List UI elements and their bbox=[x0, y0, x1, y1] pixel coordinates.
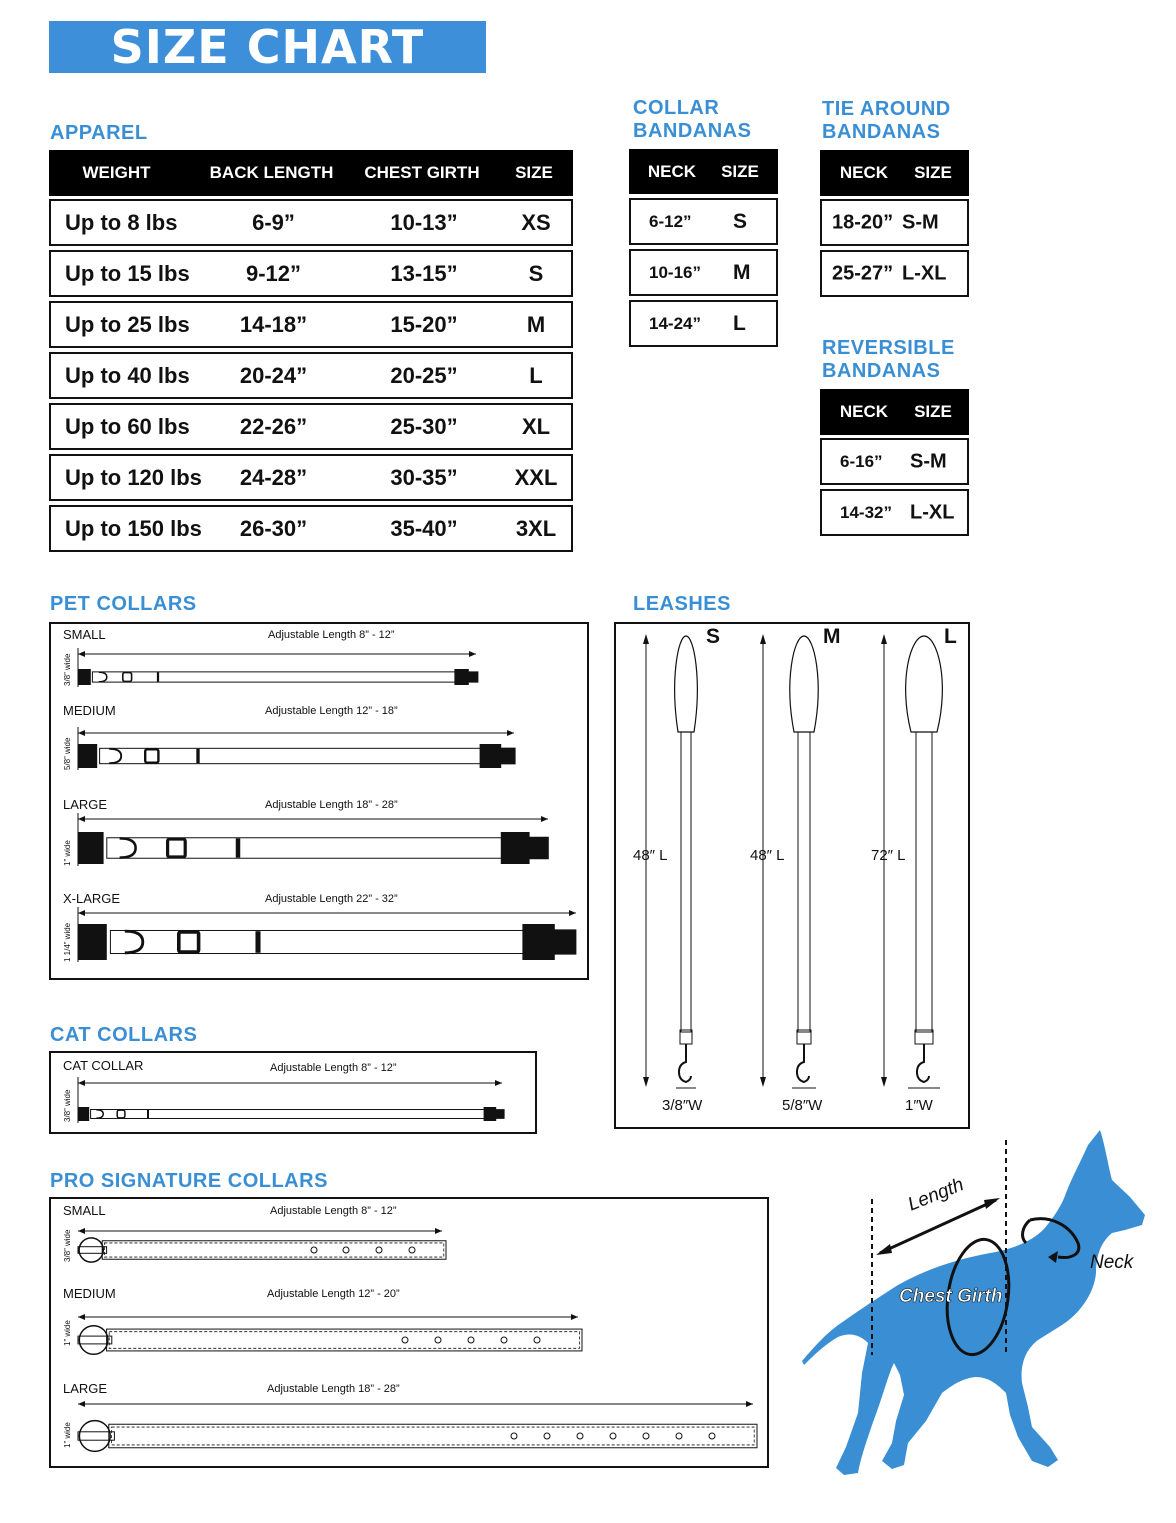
table-cell: 3XL bbox=[515, 515, 557, 541]
collar-d-ring bbox=[125, 931, 143, 953]
table-cell: M bbox=[526, 311, 546, 337]
table-cell: Up to 60 lbs bbox=[65, 413, 190, 439]
tie-around-heading-line1: TIE AROUND bbox=[822, 98, 951, 120]
table-cell: 22-26” bbox=[239, 413, 308, 439]
neck-cell: 14-32” bbox=[840, 502, 892, 522]
width-label: 5/8” wide bbox=[63, 737, 72, 770]
table-cell: 13-15” bbox=[390, 260, 458, 286]
tie-around-heading-line2: BANDANAS bbox=[822, 121, 941, 143]
collar-size-name: SMALL bbox=[63, 1203, 106, 1218]
header-weight: WEIGHT bbox=[82, 163, 151, 182]
leashes-panel bbox=[614, 622, 970, 1129]
collar-buckle-female bbox=[78, 744, 97, 768]
header-size: SIZE bbox=[914, 402, 952, 421]
leashes-heading: LEASHES bbox=[633, 593, 731, 615]
header-size: SIZE bbox=[721, 161, 759, 181]
header-size: SIZE bbox=[914, 163, 952, 182]
neck-label: Neck bbox=[1090, 1252, 1134, 1273]
table-cell: 30-35” bbox=[390, 464, 458, 490]
size-cell: L-XL bbox=[910, 501, 955, 523]
collar-strap bbox=[92, 672, 459, 682]
collar-size-name: CAT COLLAR bbox=[63, 1058, 144, 1073]
adjustable-length-label: Adjustable Length 8” - 12” bbox=[270, 1205, 397, 1217]
header-neck: NECK bbox=[647, 161, 697, 181]
neck-cell: 25-27” bbox=[832, 262, 894, 284]
pet-collars-heading: PET COLLARS bbox=[50, 593, 197, 615]
cat-collars-heading: CAT COLLARS bbox=[50, 1024, 198, 1046]
table-cell: 25-30” bbox=[390, 413, 458, 439]
table-cell: S bbox=[528, 260, 544, 286]
adjustable-length-label: Adjustable Length 8” - 12” bbox=[268, 629, 395, 641]
header-chest-girth: CHEST GIRTH bbox=[364, 163, 480, 182]
neck-cell: 10-16” bbox=[649, 262, 701, 282]
table-cell: Up to 15 lbs bbox=[65, 260, 190, 286]
adjustable-length-label: Adjustable Length 12” - 20” bbox=[267, 1288, 400, 1300]
collar-buckle-male bbox=[501, 832, 549, 864]
table-cell: 14-18” bbox=[239, 311, 308, 337]
table-cell: Up to 8 lbs bbox=[65, 209, 178, 235]
table-cell: Up to 25 lbs bbox=[65, 311, 190, 337]
table-cell: 15-20” bbox=[390, 311, 458, 337]
table-cell: XXL bbox=[514, 464, 558, 490]
width-label: 3/8” wide bbox=[63, 653, 72, 686]
leash-width-label: 5/8″W bbox=[782, 1097, 823, 1114]
header-back-length: BACK LENGTH bbox=[209, 163, 334, 182]
table-cell: XL bbox=[521, 413, 551, 439]
width-label: 3/8” wide bbox=[63, 1089, 72, 1122]
leash-width-label: 1″W bbox=[905, 1097, 933, 1114]
length-label: Length bbox=[905, 1174, 967, 1216]
collar-buckle-female bbox=[78, 669, 91, 685]
width-label: 1” wide bbox=[63, 1320, 72, 1346]
collar-buckle-male bbox=[480, 744, 516, 768]
collar-buckle-male bbox=[454, 669, 478, 685]
length-arrow-head-left bbox=[78, 730, 85, 736]
reversible-heading-line2: BANDANAS bbox=[822, 360, 941, 382]
width-label: 1” wide bbox=[63, 840, 72, 866]
table-cell: L bbox=[529, 362, 543, 388]
leash-width-label: 3/8″W bbox=[662, 1097, 703, 1114]
chest-girth-label: Chest Girth bbox=[899, 1286, 1003, 1307]
collar-d-ring bbox=[99, 672, 107, 682]
neck-cell: 6-12” bbox=[649, 211, 692, 231]
table-cell: 9-12” bbox=[245, 260, 302, 286]
collar-d-ring bbox=[109, 749, 121, 763]
size-cell: S-M bbox=[910, 450, 947, 472]
pro-collars-heading: PRO SIGNATURE COLLARS bbox=[50, 1170, 328, 1192]
collar-buckle-male bbox=[522, 924, 576, 960]
header-neck: NECK bbox=[839, 163, 889, 182]
leash-size-label: M bbox=[823, 625, 841, 648]
collar-size-name: LARGE bbox=[63, 797, 108, 812]
neck-cell: 18-20” bbox=[832, 211, 894, 233]
reversible-heading-line1: REVERSIBLE bbox=[822, 337, 955, 359]
width-label: 1” wide bbox=[63, 1422, 72, 1448]
collar-size-name: MEDIUM bbox=[63, 703, 116, 718]
table-cell: XS bbox=[521, 209, 551, 235]
adjustable-length-label: Adjustable Length 22” - 32” bbox=[265, 893, 398, 905]
length-arrow-head-left bbox=[78, 910, 85, 916]
collar-buckle-female bbox=[78, 832, 104, 864]
header-size: SIZE bbox=[515, 163, 553, 182]
adjustable-length-label: Adjustable Length 8” - 12” bbox=[270, 1062, 397, 1074]
length-arrow-head-left bbox=[78, 816, 85, 822]
collar-size-name: LARGE bbox=[63, 1381, 108, 1396]
table-cell: 20-25” bbox=[390, 362, 458, 388]
length-arrow-head-right bbox=[541, 816, 548, 822]
collar-size-name: SMALL bbox=[63, 627, 106, 642]
length-arrow-head-right bbox=[507, 730, 514, 736]
table-cell: 6-9” bbox=[252, 209, 295, 235]
table-cell: 35-40” bbox=[390, 515, 458, 541]
leash-length-label: 72″ L bbox=[871, 847, 906, 864]
collar-slider bbox=[168, 839, 186, 857]
width-label: 1 1/4” wide bbox=[63, 922, 72, 962]
adjustable-length-label: Adjustable Length 18” - 28” bbox=[265, 799, 398, 811]
size-cell: S-M bbox=[902, 211, 939, 233]
collar-bandanas-heading-line1: COLLAR bbox=[633, 97, 720, 119]
apparel-heading: APPAREL bbox=[50, 122, 148, 144]
pro-collars-panel bbox=[49, 1197, 769, 1468]
size-cell: L bbox=[733, 311, 746, 335]
leash-size-label: S bbox=[706, 625, 721, 648]
collar-d-ring bbox=[120, 838, 136, 857]
neck-cell: 14-24” bbox=[649, 313, 701, 333]
table-cell: Up to 120 lbs bbox=[65, 464, 202, 490]
collar-slider bbox=[145, 749, 158, 762]
adjustable-length-label: Adjustable Length 18” - 28” bbox=[267, 1383, 400, 1395]
table-cell: 24-28” bbox=[239, 464, 308, 490]
collar-bandanas-heading-line2: BANDANAS bbox=[633, 120, 752, 142]
leash-length-label: 48″ L bbox=[633, 847, 668, 864]
size-cell: S bbox=[733, 209, 748, 233]
collar-slider bbox=[123, 673, 132, 682]
collar-size-name: X-LARGE bbox=[63, 891, 121, 906]
width-label: 3/8” wide bbox=[63, 1229, 72, 1262]
collar-slider bbox=[179, 932, 199, 952]
table-cell: 20-24” bbox=[239, 362, 308, 388]
size-cell: L-XL bbox=[902, 262, 947, 284]
neck-cell: 6-16” bbox=[840, 451, 883, 471]
length-arrow-head-left bbox=[78, 651, 85, 657]
table-cell: 26-30” bbox=[239, 515, 308, 541]
table-cell: 10-13” bbox=[390, 209, 458, 235]
header-neck: NECK bbox=[839, 402, 889, 421]
page-title: SIZE CHART bbox=[49, 21, 486, 73]
length-arrow-head-right bbox=[469, 651, 476, 657]
length-arrow-head-right bbox=[569, 910, 576, 916]
table-cell: Up to 40 lbs bbox=[65, 362, 190, 388]
collar-buckle-female bbox=[78, 924, 107, 960]
leash-size-label: L bbox=[944, 625, 957, 648]
size-cell: M bbox=[733, 260, 751, 284]
collar-strap bbox=[110, 930, 533, 953]
table-cell: Up to 150 lbs bbox=[65, 515, 202, 541]
leash-length-label: 48″ L bbox=[750, 847, 785, 864]
collar-size-name: MEDIUM bbox=[63, 1286, 116, 1301]
adjustable-length-label: Adjustable Length 12” - 18” bbox=[265, 705, 398, 717]
